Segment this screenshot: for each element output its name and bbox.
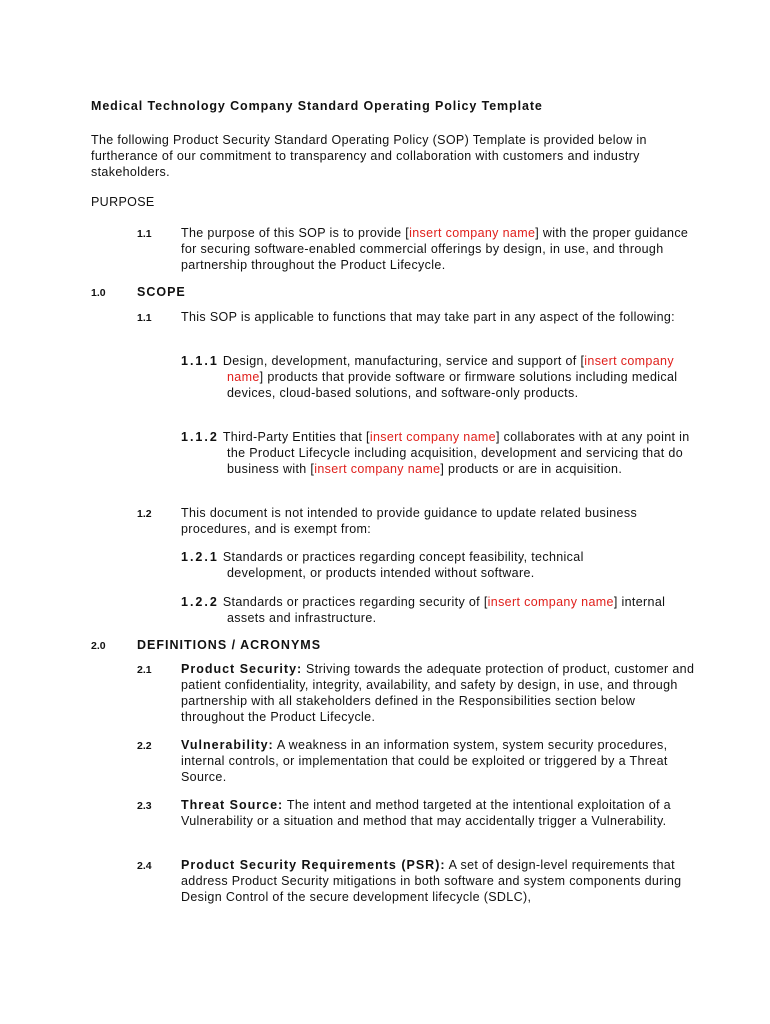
definition-item [181, 737, 686, 785]
scope-item-1-2-2 [181, 594, 671, 626]
definition-item [181, 857, 696, 905]
company-name-placeholder: insert company name [227, 354, 674, 384]
scope-1-2-2-text-after: ] internal assets and infrastructure. [227, 595, 666, 625]
definition-term: Threat Source: [181, 798, 284, 812]
section-number-2-4: 2.4 [137, 860, 152, 872]
scope-1-1-2-text-middle: ] collaborates with at any point in the Product Lifecycle including acquisition, development and servicing that do business with [ [227, 430, 690, 476]
purpose-heading: PURPOSE [91, 195, 155, 209]
section-number-scope-1-1-1: 1.1.1 [181, 354, 219, 368]
section-number-2-3: 2.3 [137, 800, 152, 812]
section-number-scope-1-2: 1.2 [137, 508, 152, 520]
company-name-placeholder: insert company name [314, 462, 441, 476]
scope-item-1-2-1 [181, 549, 661, 581]
definition-item [181, 797, 701, 829]
company-name-placeholder: insert company name [409, 226, 536, 240]
definition-text: Striving towards the adequate protection of product, customer and patient confidentiality, integrity, availability, and safety by design, in use, and through partnership with all stakeholders defined in the Responsibilities section below throughout the Product Lifecycle. [181, 662, 695, 724]
definition-term: Vulnerability: [181, 738, 274, 752]
definitions-heading: DEFINITIONS / ACRONYMS [137, 638, 322, 652]
definition-text: A weakness in an information system, system security procedures, internal controls, or implementation that could be exploited or triggered by a Threat Source. [181, 738, 668, 784]
scope-1-1-2-text-before: Third-Party Entities that [ [222, 430, 370, 444]
section-number-scope: 1.0 [91, 287, 106, 299]
definition-item [181, 661, 696, 725]
company-name-placeholder: insert company name [369, 430, 496, 444]
scope-item-1-2: This document is not intended to provide guidance to update related business procedures, and is exempt from: [181, 506, 638, 536]
section-number-2-2: 2.2 [137, 740, 152, 752]
definition-term: Product Security Requirements (PSR): [181, 858, 446, 872]
scope-item-1-1-1 [181, 353, 681, 401]
section-number-scope-1-1: 1.1 [137, 312, 152, 324]
section-number-scope-1-1-2: 1.1.2 [181, 430, 219, 444]
scope-item-1-1: This SOP is applicable to functions that may take part in any aspect of the following: [181, 310, 676, 324]
definition-text: The intent and method targeted at the intentional exploitation of a Vulnerability or a situation and method that may accidentally trigger a Vulnerability. [181, 798, 671, 828]
section-number-definitions: 2.0 [91, 640, 106, 652]
purpose-item-1-1 [181, 225, 696, 273]
scope-1-1-1-text-after: ] products that provide software or firmware solutions including medical devices, cloud-based solutions, and software-only products. [227, 370, 678, 400]
document-title: Medical Technology Company Standard Operating Policy Template [91, 99, 543, 113]
purpose-text-before: The purpose of this SOP is to provide [ [181, 226, 410, 240]
scope-1-2-1-text: Standards or practices regarding concept feasibility, technical development, or products intended without software. [222, 550, 584, 580]
definition-text: A set of design-level requirements that address Product Security mitigations in both software and system components during Design Control of the secure development lifecycle (SDLC), [181, 858, 682, 904]
scope-1-2-2-text-before: Standards or practices regarding security of [ [222, 595, 488, 609]
purpose-text-after: ] with the proper guidance for securing software-enabled commercial offerings by design, in use, and through partnership throughout the Product Lifecycle. [181, 226, 689, 272]
section-number-scope-1-2-2: 1.2.2 [181, 595, 219, 609]
section-number-2-1: 2.1 [137, 664, 152, 676]
scope-1-1-1-text-before: Design, development, manufacturing, service and support of [ [222, 354, 585, 368]
company-name-placeholder: insert company name [487, 595, 614, 609]
scope-item-1-1-2 [181, 429, 691, 477]
definition-term: Product Security: [181, 662, 303, 676]
section-number-purpose-1-1: 1.1 [137, 228, 152, 240]
section-number-scope-1-2-1: 1.2.1 [181, 550, 219, 564]
scope-1-1-2-text-after: ] products or are in acquisition. [440, 462, 623, 476]
intro-paragraph: The following Product Security Standard Operating Policy (SOP) Template is provided below in furtherance of our commitment to transparency and collaboration with customers and industry stakeholders. [91, 133, 647, 179]
scope-heading: SCOPE [137, 285, 186, 299]
